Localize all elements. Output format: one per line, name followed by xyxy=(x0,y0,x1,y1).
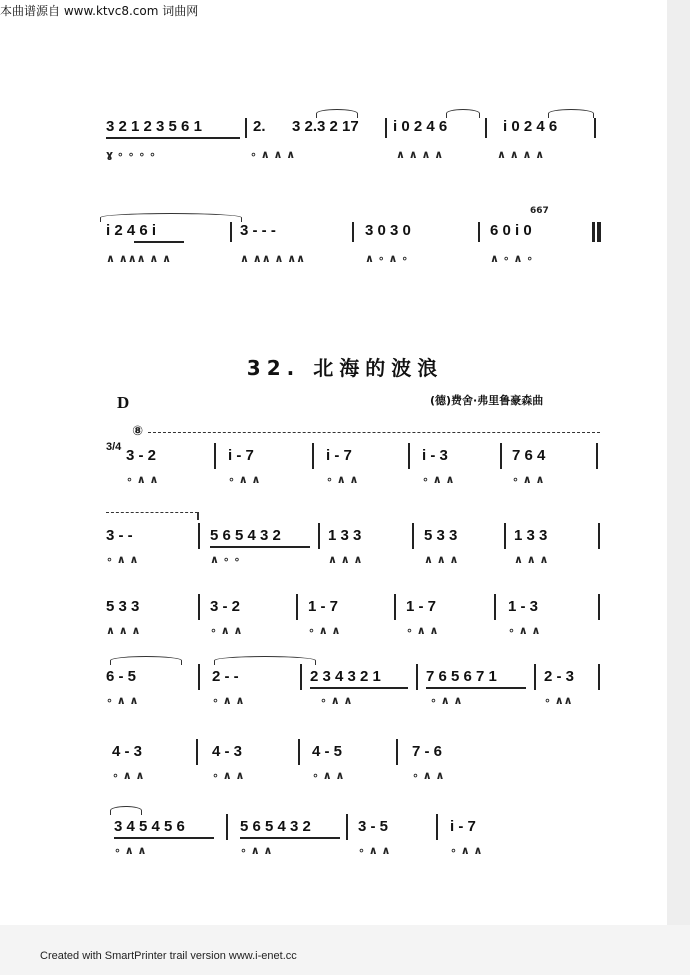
measure-3-notes: 3 0 3 0 xyxy=(365,222,411,239)
final-barline xyxy=(592,222,595,242)
beam-underline xyxy=(114,837,214,839)
measure-4-notes: 6 0 i 0 xyxy=(490,222,532,239)
pick-marks: ∘ ∧ ∧ xyxy=(106,694,139,707)
barline xyxy=(198,523,200,549)
beam-underline xyxy=(210,546,310,548)
pick-marks: ∘ ∧ ∧ xyxy=(326,473,359,486)
pick-marks: ∘ ∧ ∧ xyxy=(228,473,261,486)
barline xyxy=(346,814,348,840)
measure-notes: i - 7 xyxy=(450,818,476,835)
barline xyxy=(298,739,300,765)
beam-underline xyxy=(134,241,184,243)
measure-notes: 7 6 4 xyxy=(512,447,546,464)
measure-notes: 3 - - xyxy=(106,527,133,544)
pick-marks: ∘ ∧ ∧ xyxy=(406,624,439,637)
time-signature: 3/4 xyxy=(106,441,122,453)
pick-marks: ∧ ∧ ∧ ∧ xyxy=(396,148,444,161)
section-marker: ⑧ xyxy=(132,424,144,439)
beam-underline xyxy=(106,137,240,139)
measure-notes: 4 - 3 xyxy=(212,743,243,760)
measure-notes: i - 7 xyxy=(228,447,254,464)
slur xyxy=(110,806,142,815)
barline xyxy=(245,118,247,138)
ottava-dashed-line xyxy=(148,432,600,433)
song-line-1 xyxy=(0,447,690,487)
pick-marks: ∧ ∧ ∧ xyxy=(424,553,459,566)
measure-notes: 3 - 2 xyxy=(210,598,241,615)
pick-marks: ∘ ∧∧ xyxy=(544,694,573,707)
pick-marks: ∘ ∧ ∧ xyxy=(106,553,139,566)
measure-notes: 3 - 2 xyxy=(126,447,157,464)
measure-notes: 1 3 3 xyxy=(328,527,362,544)
barline xyxy=(485,118,487,138)
measure-notes: 2 - 3 xyxy=(544,668,575,685)
measure-notes: 1 3 3 xyxy=(514,527,548,544)
barline xyxy=(198,594,200,620)
measure-3-notes: 3 2.3 2 17 xyxy=(292,118,359,135)
pick-marks: ∘ ∧ ∧ xyxy=(126,473,159,486)
measure-notes: 5 6 5 4 3 2 xyxy=(210,527,281,544)
source-header: 本曲谱源自 www.ktvc8.com 词曲网 xyxy=(0,4,199,18)
barline xyxy=(436,814,438,840)
pick-marks: ∧ ∧ ∧ xyxy=(106,624,141,637)
slur xyxy=(548,109,594,118)
pick-marks: ∧ ∘ ∘ xyxy=(210,553,241,566)
song-line-2 xyxy=(0,527,690,567)
pick-marks: ∘ ∧ ∧ xyxy=(358,844,391,857)
measure-notes: 7 6 5 6 7 1 xyxy=(426,668,497,685)
pick-marks: ∘ ∧ ∧ xyxy=(312,769,345,782)
barline xyxy=(318,523,320,549)
final-barline-thick xyxy=(597,222,601,242)
measure-1-notes: i 2 4 6 i xyxy=(106,222,157,239)
pick-marks: ∘ ∧ ∧ ∧ xyxy=(250,148,296,161)
measure-notes: 5 6 5 4 3 2 xyxy=(240,818,311,835)
barline xyxy=(598,664,600,690)
barline xyxy=(296,594,298,620)
barline xyxy=(396,739,398,765)
pick-marks: ∘ ∧ ∧ xyxy=(308,624,341,637)
pick-marks: ∘ ∧ ∧ xyxy=(412,769,445,782)
measure-2-notes: 3 - - - xyxy=(240,222,276,239)
measure-notes: 1 - 3 xyxy=(508,598,539,615)
song-line-4 xyxy=(0,668,690,708)
barline xyxy=(598,594,600,620)
ottava-dashed-line-end xyxy=(106,512,198,513)
composer-credit: (德)费舍·弗里鲁豪森曲 xyxy=(430,394,544,407)
ottava-end-hook xyxy=(197,512,199,520)
pick-marks: ∧ ∧ ∧ xyxy=(328,553,363,566)
measure-notes: 1 - 7 xyxy=(308,598,339,615)
measure-notes: 2 - - xyxy=(212,668,239,685)
beam-underline xyxy=(426,687,526,689)
pick-marks: ∘ ∧ ∧ xyxy=(114,844,147,857)
pick-marks: ∘ ∧ ∧ xyxy=(112,769,145,782)
barline xyxy=(394,594,396,620)
barline xyxy=(416,664,418,690)
song-title: 32. 北海的波浪 xyxy=(246,356,444,380)
top-score-line-2 xyxy=(0,206,690,265)
measure-notes: 2 3 4 3 2 1 xyxy=(310,668,381,685)
barline xyxy=(500,443,502,469)
barline xyxy=(594,118,596,138)
barline xyxy=(412,523,414,549)
beam-underline xyxy=(240,837,340,839)
barline xyxy=(494,594,496,620)
measure-notes: 1 - 7 xyxy=(406,598,437,615)
measure-5-notes: i 0 2 4 6 xyxy=(503,118,558,135)
measure-notes: 6 - 5 xyxy=(106,668,137,685)
barline xyxy=(352,222,354,242)
pick-marks: ∘ ∧ ∧ xyxy=(212,694,245,707)
pick-marks: ∘ ∧ ∧ xyxy=(430,694,463,707)
pick-marks: ∘ ∧ ∧ xyxy=(240,844,273,857)
barline xyxy=(596,443,598,469)
measure-notes: 7 - 6 xyxy=(412,743,443,760)
measure-notes: 4 - 3 xyxy=(112,743,143,760)
measure-notes: 3 4 5 4 5 6 xyxy=(114,818,185,835)
pick-marks: ∘ ∧ ∧ xyxy=(210,624,243,637)
measure-notes: 3 - 5 xyxy=(358,818,389,835)
grace-notes: 667 xyxy=(530,206,549,216)
slur xyxy=(100,213,242,222)
footer-watermark: Created with SmartPrinter trail version www.i-enet.cc xyxy=(40,950,297,962)
slur xyxy=(316,109,358,118)
pick-marks: ∘ ∧ ∧ xyxy=(508,624,541,637)
measure-1-notes: 3 2 1 2 3 5 6 1 xyxy=(106,118,202,135)
barline xyxy=(300,664,302,690)
barline xyxy=(504,523,506,549)
measure-notes: i - 7 xyxy=(326,447,352,464)
slur xyxy=(110,656,182,665)
pick-marks: ∧ ∧ ∧ ∧ xyxy=(497,148,545,161)
pick-marks: ∧ ∧∧∧ ∧ ∧ xyxy=(106,252,172,265)
measure-4-notes: i 0 2 4 6 xyxy=(393,118,448,135)
song-line-5 xyxy=(0,743,690,783)
measure-2-notes: 2. xyxy=(253,118,266,135)
barline xyxy=(230,222,232,242)
barline xyxy=(598,523,600,549)
pick-marks: ∧ ∧∧ ∧ ∧∧ xyxy=(240,252,306,265)
measure-notes: i - 3 xyxy=(422,447,448,464)
pick-marks: ∘ ∧ ∧ xyxy=(512,473,545,486)
key-signature: D xyxy=(117,393,130,412)
barline xyxy=(385,118,387,138)
pick-marks: ∧ ∧ ∧ xyxy=(514,553,549,566)
beam-underline xyxy=(310,687,408,689)
barline xyxy=(478,222,480,242)
measure-notes: 5 3 3 xyxy=(424,527,458,544)
song-line-6 xyxy=(0,818,690,858)
barline xyxy=(408,443,410,469)
slur xyxy=(446,109,480,118)
measure-notes: 4 - 5 xyxy=(312,743,343,760)
barline xyxy=(196,739,198,765)
barline xyxy=(534,664,536,690)
pick-marks: ∘ ∧ ∧ xyxy=(422,473,455,486)
pick-marks: ∘ ∧ ∧ xyxy=(450,844,483,857)
top-score-line-1 xyxy=(0,118,690,161)
pick-marks: ∘ ∧ ∧ xyxy=(212,769,245,782)
measure-notes: 5 3 3 xyxy=(106,598,140,615)
pick-marks: ∧ ∘ ∧ ∘ xyxy=(490,252,534,265)
barline xyxy=(214,443,216,469)
song-line-3 xyxy=(0,598,690,638)
barline xyxy=(198,664,200,690)
pick-marks: ∘ ∧ ∧ xyxy=(320,694,353,707)
pick-marks: ɣ ∘ ∘ ∘ ∘ xyxy=(106,148,156,161)
barline xyxy=(226,814,228,840)
barline xyxy=(312,443,314,469)
pick-marks: ∧ ∘ ∧ ∘ xyxy=(365,252,409,265)
